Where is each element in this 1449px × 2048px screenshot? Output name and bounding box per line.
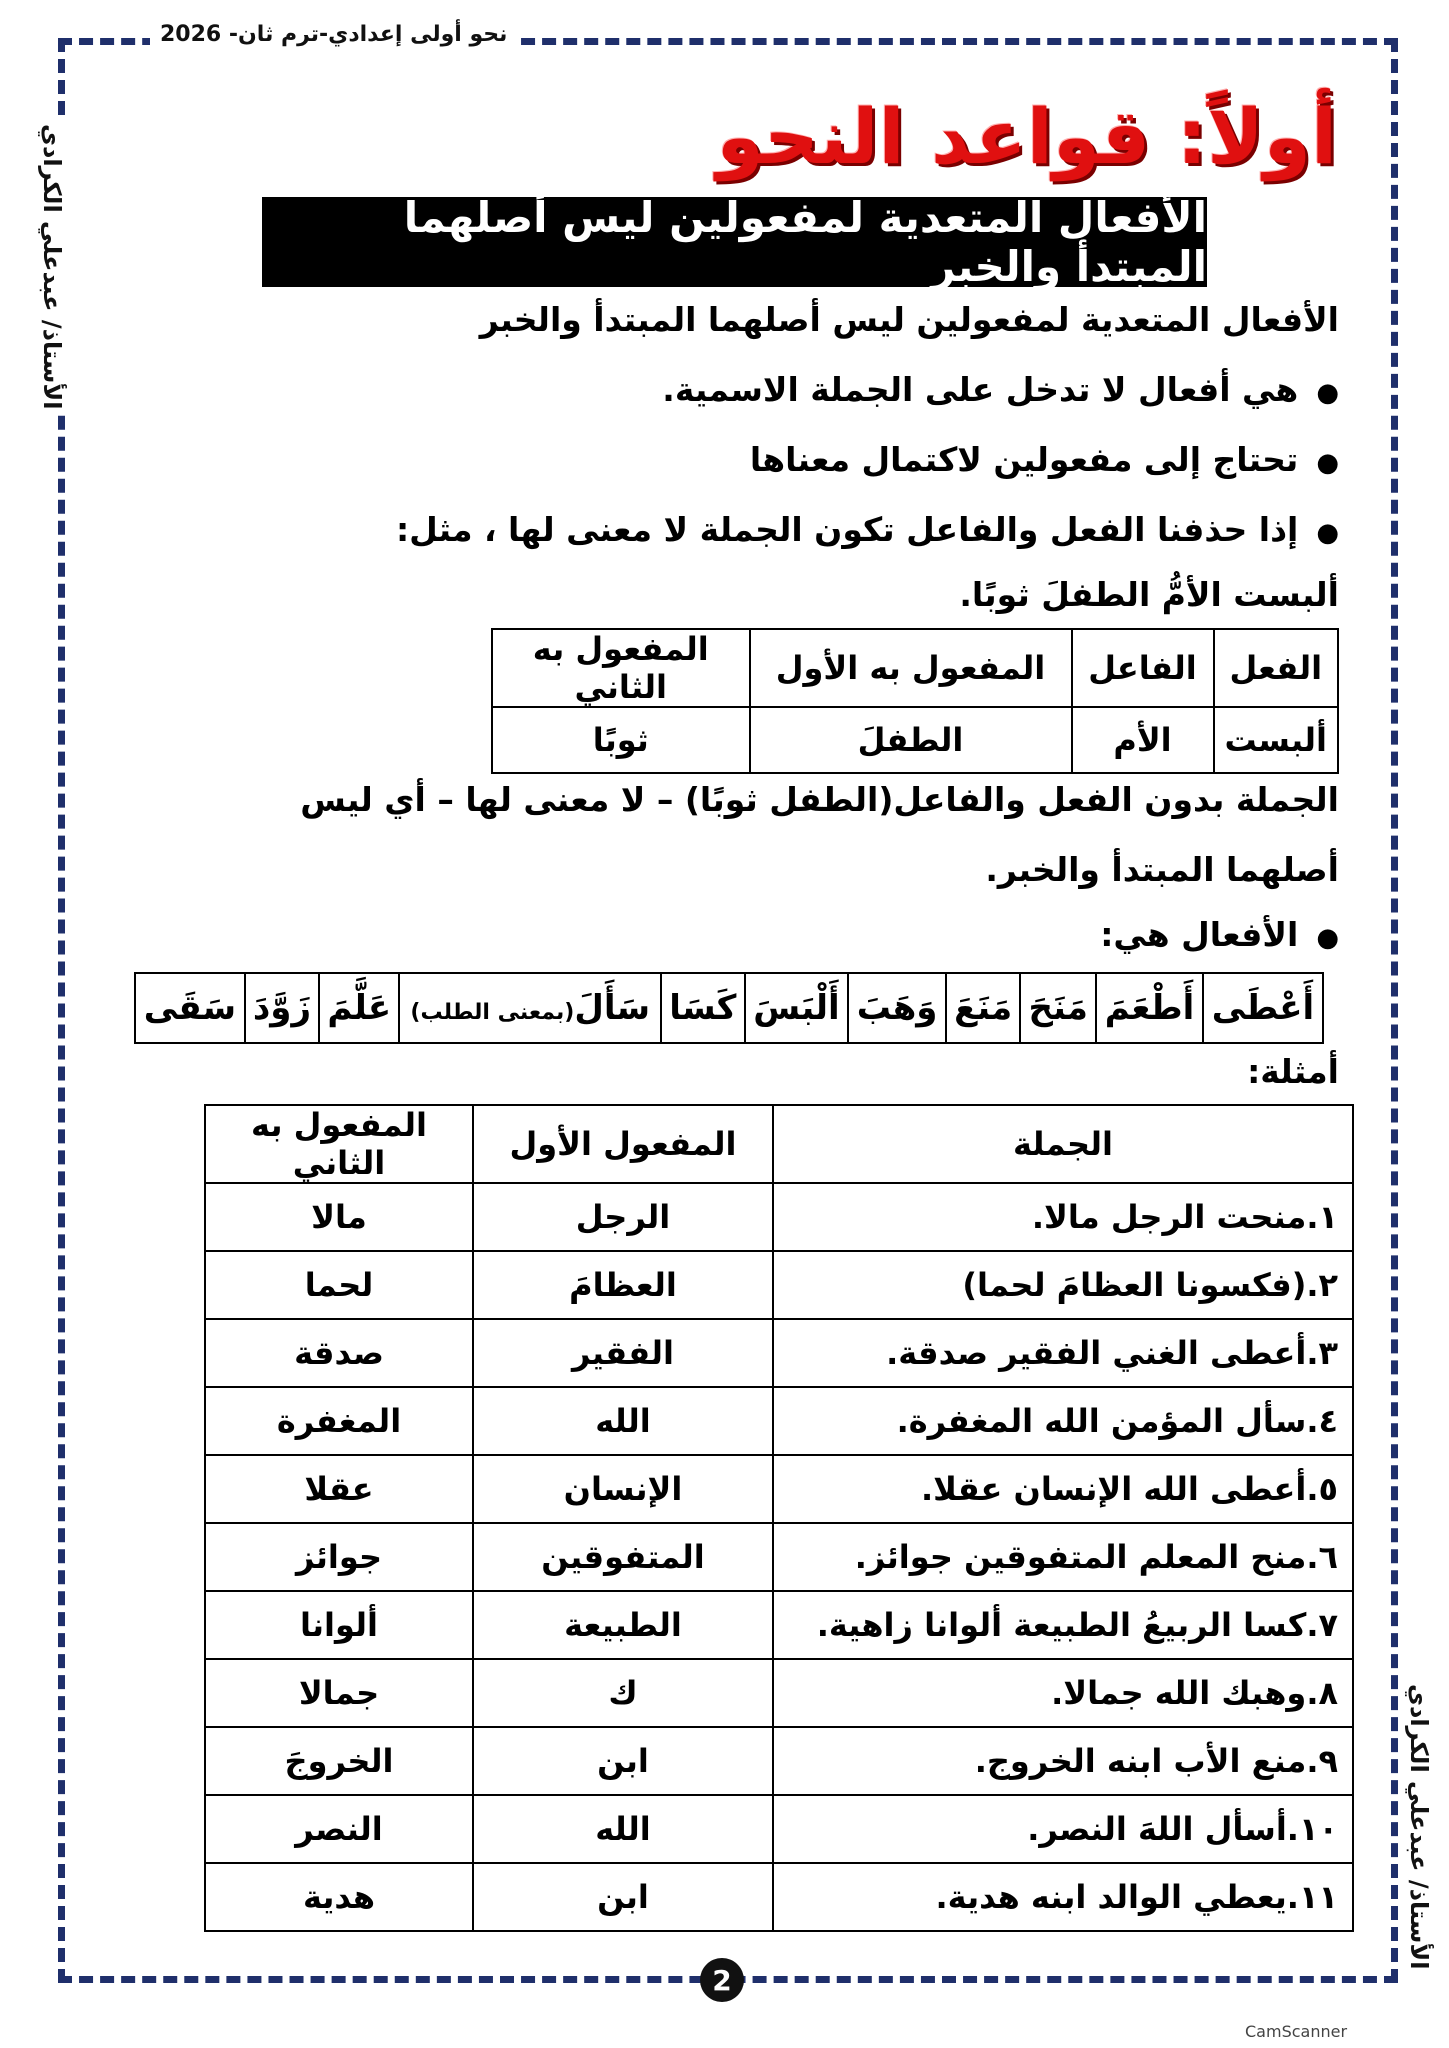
verb-cell: وَهَبَ [848, 973, 946, 1043]
table-cell: ك [473, 1659, 773, 1727]
table-cell: الفقير [473, 1319, 773, 1387]
table-cell: مالا [205, 1183, 473, 1251]
verb-cell: زَوَّدَ [245, 973, 319, 1043]
table-row [205, 1387, 1353, 1455]
table-cell: ألبست [1214, 707, 1338, 773]
verb-cell [399, 973, 661, 1043]
table-cell: المفعول الأول [473, 1105, 773, 1183]
table-cell: المفعول به الأول [750, 629, 1072, 707]
table-header-row [492, 629, 1338, 707]
verb-cell: مَنَعَ [946, 973, 1020, 1043]
bullet-1: ● هي أفعال لا تدخل على الجملة الاسمية. [662, 370, 1339, 409]
author-vertical-top: الأستاذ/ عبدعلي الكرادي [36, 120, 68, 414]
table-cell: ٦.منح المعلم المتفوقين جوائز. [773, 1523, 1353, 1591]
table-cell: المفعول به الثاني [492, 629, 750, 707]
table-row [205, 1251, 1353, 1319]
verb-cell: أَطْعَمَ [1096, 973, 1203, 1043]
table-row [492, 707, 1338, 773]
table-cell: لحما [205, 1251, 473, 1319]
table-cell: المتفوقين [473, 1523, 773, 1591]
examples-table [204, 1104, 1354, 1932]
table-header-row [205, 1105, 1353, 1183]
table-cell: الجملة [773, 1105, 1353, 1183]
table-cell: عقلا [205, 1455, 473, 1523]
table-row [205, 1455, 1353, 1523]
main-title: أولاً: قواعد النحو [716, 92, 1337, 181]
table-cell: الأم [1072, 707, 1214, 773]
table-cell: الخروجَ [205, 1727, 473, 1795]
verbs-label: ● الأفعال هي: [1100, 915, 1339, 954]
table-cell: المغفرة [205, 1387, 473, 1455]
table-cell: الطبيعة [473, 1591, 773, 1659]
page-number: 2 [700, 1958, 744, 2002]
bullet-2: ● تحتاج إلى مفعولين لاكتمال معناها [750, 440, 1339, 479]
table-cell: ٤.سأل المؤمن الله المغفرة. [773, 1387, 1353, 1455]
table-row [205, 1591, 1353, 1659]
table-cell: الله [473, 1387, 773, 1455]
verbs-table [134, 972, 1324, 1044]
table-cell: صدقة [205, 1319, 473, 1387]
table-row [205, 1523, 1353, 1591]
examples-label: أمثلة: [1247, 1052, 1339, 1091]
verb-cell: سَقَى [135, 973, 245, 1043]
table-cell: ثوبًا [492, 707, 750, 773]
table-cell: ٣.أعطى الغني الفقير صدقة. [773, 1319, 1353, 1387]
table-cell: جوائز [205, 1523, 473, 1591]
table-cell: الفعل [1214, 629, 1338, 707]
table-cell: ٧.كسا الربيعُ الطبيعة ألوانا زاهية. [773, 1591, 1353, 1659]
note-line-2: أصلهما المبتدأ والخبر. [985, 850, 1339, 889]
table-cell: هدية [205, 1863, 473, 1931]
verb-note: (بمعنى الطلب) [410, 1000, 575, 1025]
table-cell: ١.منحت الرجل مالا. [773, 1183, 1353, 1251]
table-cell: ١٠.أسأل اللهَ النصر. [773, 1795, 1353, 1863]
table-row [205, 1319, 1353, 1387]
table-cell: ألوانا [205, 1591, 473, 1659]
verb-cell: أَعْطَى [1203, 973, 1323, 1043]
table-cell: الله [473, 1795, 773, 1863]
table-row [205, 1727, 1353, 1795]
table-cell: ابن [473, 1863, 773, 1931]
table-row [205, 1795, 1353, 1863]
verb-cell: مَنَحَ [1020, 973, 1096, 1043]
bullet-3: ● إذا حذفنا الفعل والفاعل تكون الجملة لا معنى لها ، مثل: [396, 510, 1339, 549]
table-cell: ٨.وهبك الله جمالا. [773, 1659, 1353, 1727]
table-cell: النصر [205, 1795, 473, 1863]
example-sentence: ألبست الأمُّ الطفلَ ثوبًا. [959, 575, 1339, 614]
table-cell: ٥.أعطى الله الإنسان عقلا. [773, 1455, 1353, 1523]
verb-text: سَأَلَ [574, 988, 651, 1028]
table-cell: ١١.يعطي الوالد ابنه هدية. [773, 1863, 1353, 1931]
intro-heading: الأفعال المتعدية لمفعولين ليس أصلهما المبتدأ والخبر [479, 300, 1339, 339]
table-cell: الإنسان [473, 1455, 773, 1523]
table-cell: ٢.(فكسونا العظامَ لحما) [773, 1251, 1353, 1319]
verb-cell: أَلْبَسَ [745, 973, 849, 1043]
verb-cell: كَسَا [661, 973, 745, 1043]
table-cell: ابن [473, 1727, 773, 1795]
table-row [205, 1183, 1353, 1251]
table-cell: جمالا [205, 1659, 473, 1727]
note-line-1: الجملة بدون الفعل والفاعل(الطفل ثوبًا) – لا معنى لها – أي ليس [300, 780, 1339, 819]
table-cell: الرجل [473, 1183, 773, 1251]
table-row [205, 1863, 1353, 1931]
table-cell: العظامَ [473, 1251, 773, 1319]
table-cell: ٩.منع الأب ابنه الخروج. [773, 1727, 1353, 1795]
topic-banner: الأفعال المتعدية لمفعولين ليس أصلهما المبتدأ والخبر [262, 197, 1207, 287]
table-cell: الفاعل [1072, 629, 1214, 707]
verbs-row [135, 973, 1323, 1043]
header-subtitle: نحو أولى إعدادي-ترم ثان- 2026 [150, 22, 517, 47]
table-row [205, 1659, 1353, 1727]
scanner-watermark: CamScanner [1245, 2022, 1348, 2041]
author-vertical-bottom: الأستاذ/ عبدعلي الكرادي [1403, 1680, 1435, 1974]
table-cell: المفعول به الثاني [205, 1105, 473, 1183]
example-table [491, 628, 1339, 774]
verb-cell: عَلَّمَ [319, 973, 399, 1043]
table-cell: الطفلَ [750, 707, 1072, 773]
